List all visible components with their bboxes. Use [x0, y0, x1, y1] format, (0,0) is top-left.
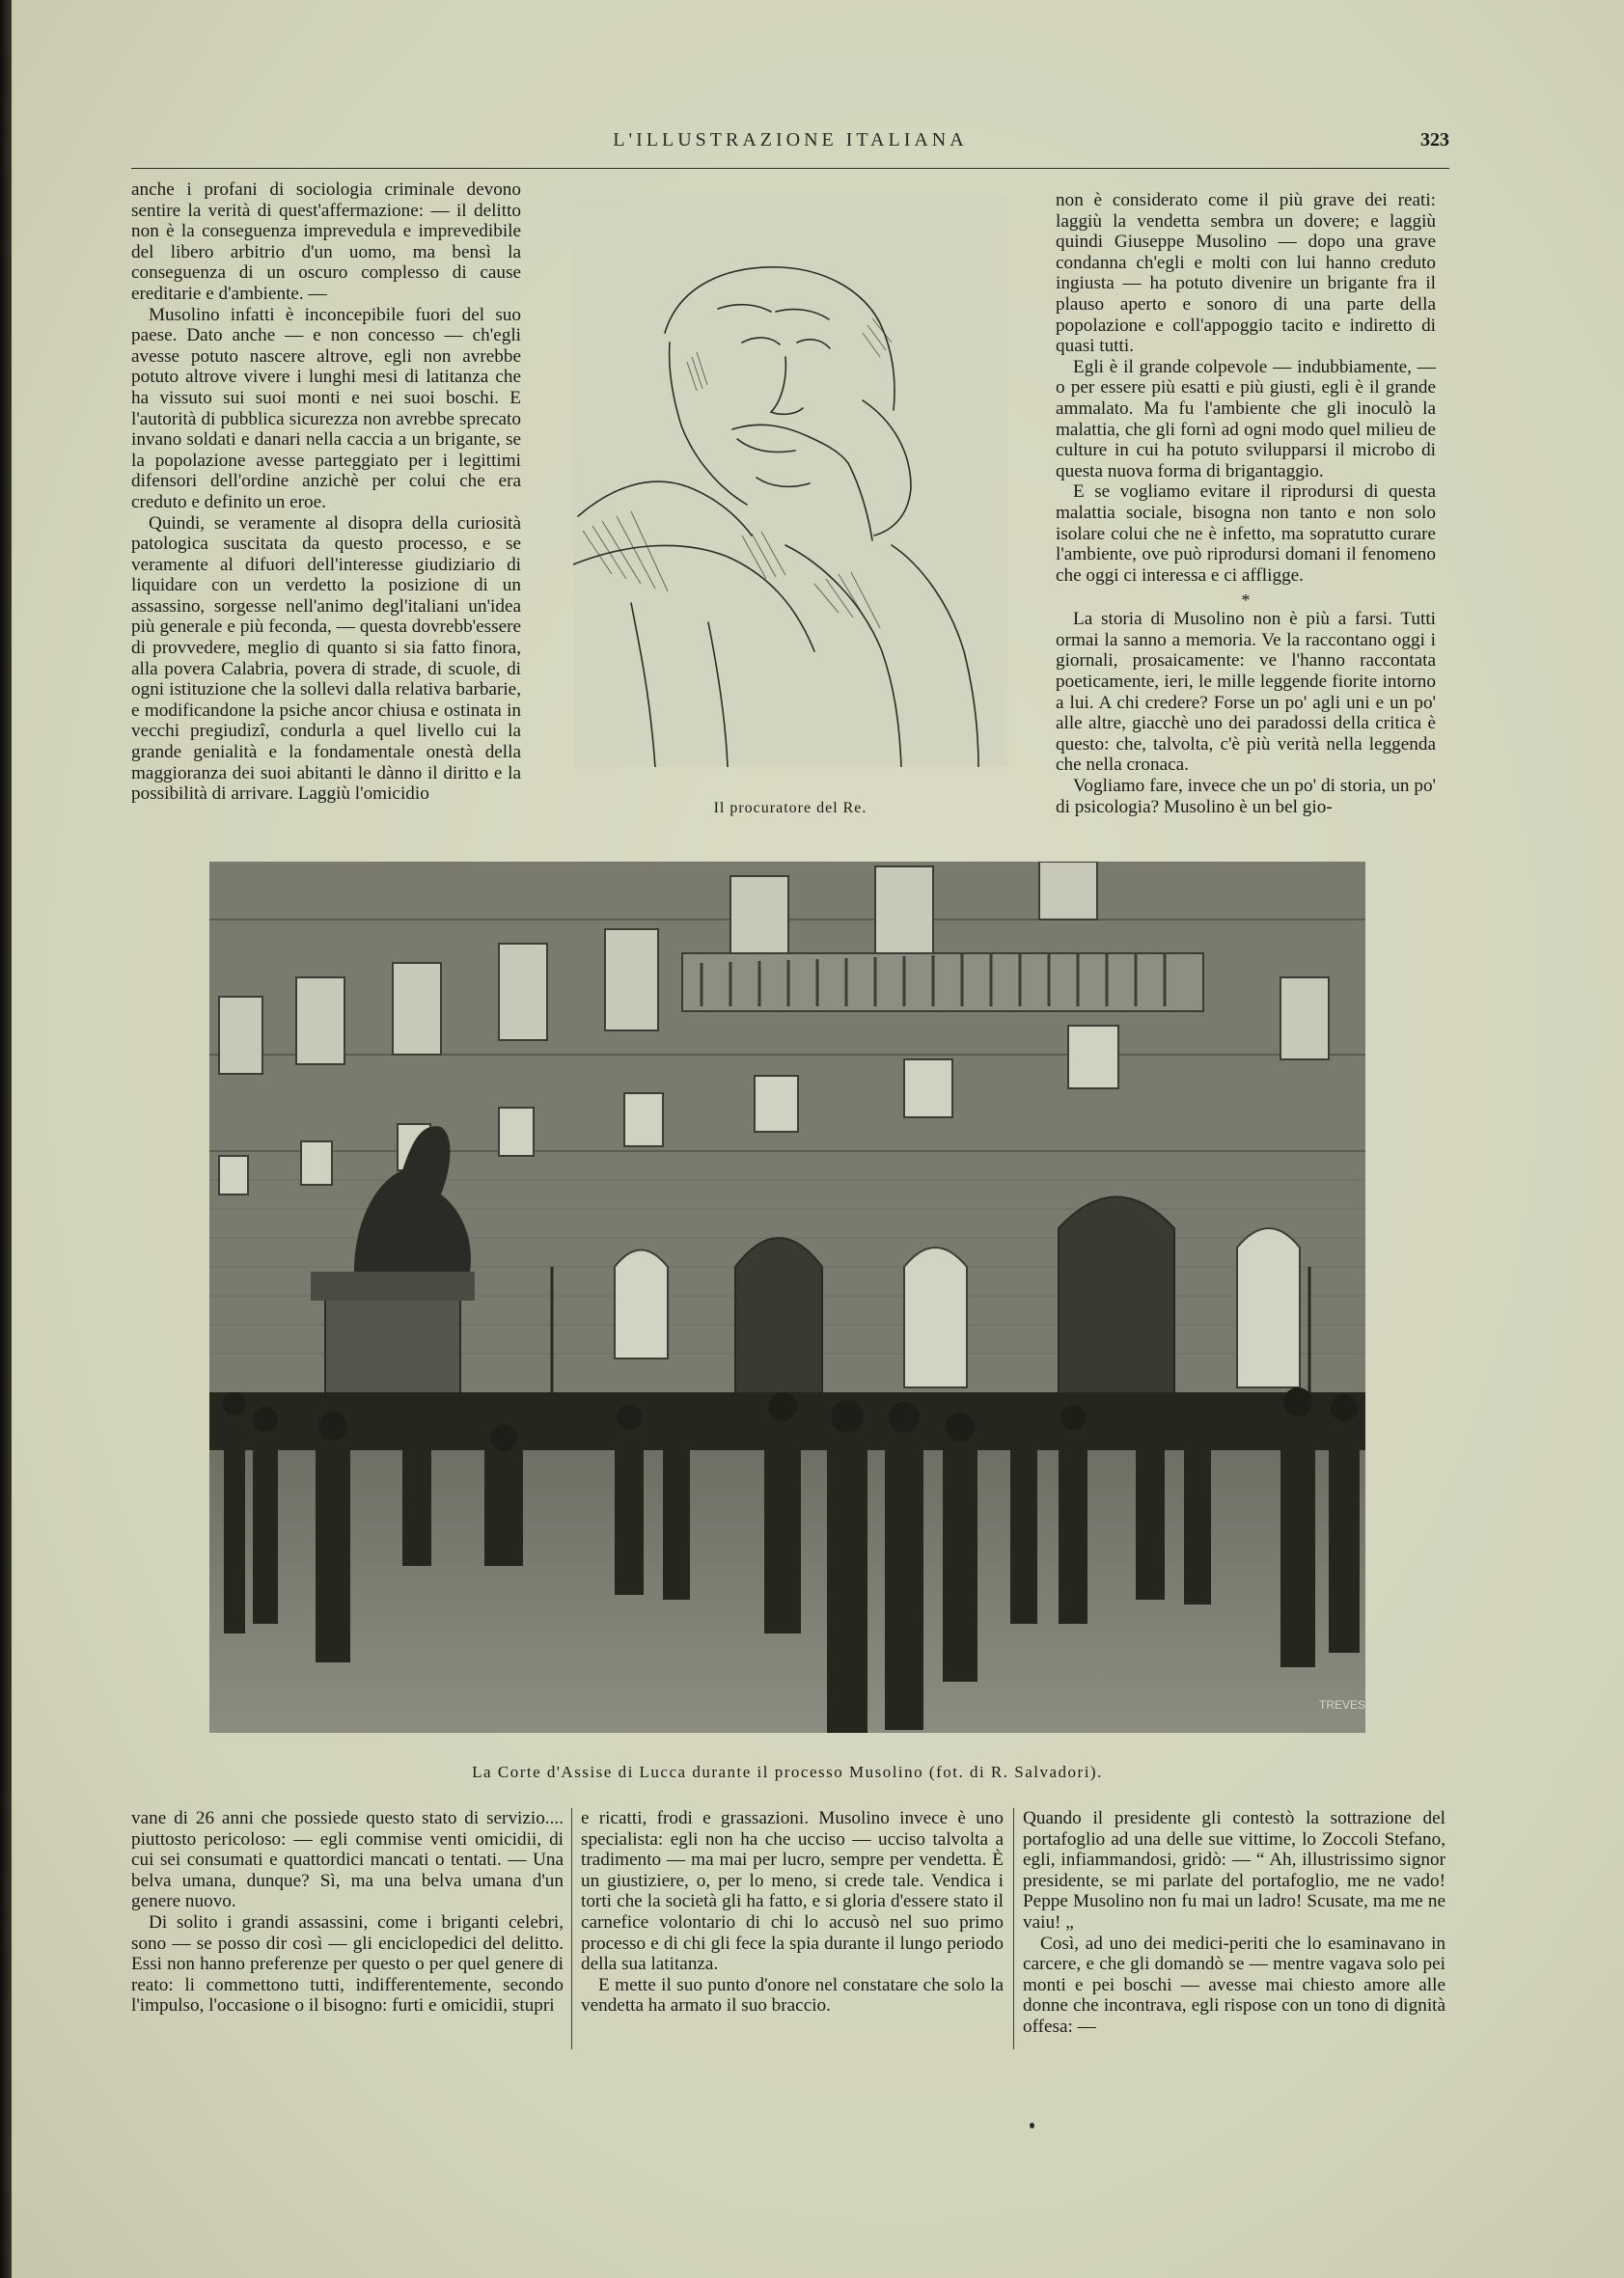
upper-right-column [1056, 190, 1436, 817]
paragraph: E mette il suo punto d'onore nel constatare che solo la vendetta ha armato il suo braccio. [581, 1974, 1004, 2017]
magazine-page [12, 0, 1624, 2278]
paragraph: Così, ad uno dei medici-periti che lo esaminavano in carcere, e che gli domandò se — mentre vagava solo pei monti e pei boschi — avesse mai chiesto amore alle donne che incontrava, egli rispose con un tono di dignità offesa: — [1023, 1933, 1445, 2037]
column-rule [1013, 1808, 1014, 2049]
paragraph: Musolino infatti è inconcepibile fuori del suo paese. Dato anche — e non concesso — ch'egli avesse potuto nascere altrove, egli non avrebbe potuto altrove vivere i lunghi mesi di latitanza che ha vissuto sui suoi monti e nei suoi boschi. E l'autorità di pubblica sicurezza non avrebbe sprecato invano soldati e danari nella caccia a un brigante, se la popolazione avesse parteggiato per i legittimi difensori dell'ordine anzichè per colui che era creduto e definito un eroe. [131, 304, 521, 512]
lower-column-3 [1023, 1808, 1445, 2038]
portrait-caption: Il procuratore del Re. [713, 800, 867, 816]
paragraph: Quando il presidente gli contestò la sottrazione del portafoglio ad una delle sue vittime, lo Zoccoli Stefano, egli, infiammandosi, gridò: — “ Ah, illustrissimo signor presidente, se mi parlate del portafoglio, me ne vado! Peppe Musolino non fu mai un ladro! Scusate, ma me ne vaiu! „ [1023, 1808, 1445, 1933]
running-title: L'ILLUSTRAZIONE ITALIANA [613, 129, 968, 151]
paragraph: Egli è il grande colpevole — indubbiamente, — o per essere più esatti e più giusti, egli è il grande ammalato. Ma fu l'ambiente che gli inoculò la malattia, che gli fornì ad ogni modo quel milieu de culture in cui ha potuto svilupparsi il microbo di questa nuova forma di brigantaggio. [1056, 356, 1436, 481]
paragraph: Vogliamo fare, invece che un po' di storia, un po' di psicologia? Musolino è un bel gio- [1056, 776, 1436, 817]
photo-signature: TREVES [1319, 1698, 1365, 1712]
paragraph: Quindi, se veramente al disopra della curiosità patologica suscitata da questo processo, e se veramente al difuori dell'interesse giudiziario di liquidare con un verdetto la posizione di un assassino, sorgesse nell'animo degl'italiani un'idea più generale e più feconda, — questa dovrebb'essere di provvedere, meglio di quanto si sia fatto finora, alla povera Calabria, povera di strade, di scuole, di ogni istituzione che la sollevi dalla relativa barbarie, e modificandone la psiche ancor chiusa e ostinata in vecchi pregiudizî, condurla a quel livello cui la grande genialità e la fondamentale onestà della maggioranza dei suoi abitanti le dànno il diritto e la possibilità di arrivare. Laggiù l'omicidio [131, 512, 521, 805]
section-separator: * [1241, 590, 1251, 611]
page-number: 323 [1420, 129, 1449, 151]
book-spine [0, 0, 12, 2278]
paragraph: non è considerato come il più grave dei reati: laggiù la vendetta sembra un dovere; e laggiù quindi Giuseppe Musolino — dopo una grave condanna ch'egli e molti con lui hanno creduto ingiusta — ha potuto divenire un brigante fra il plauso aperto e sonoro di una parte della popolazione e coll'appoggio tacito e indiretto di quasi tutti. [1056, 190, 1436, 357]
courthouse-photograph [209, 862, 1365, 1733]
upper-left-column [131, 179, 521, 805]
page-header [131, 129, 1449, 169]
paragraph: e ricatti, frodi e grassazioni. Musolino invece è uno specialista: egli non ha che ucciso — ucciso talvolta a tradimento — ma mai per lucro, sempre per vendetta. È un giustiziere, o, per lo meno, si crede tale. Vendica i torti che la società gli ha fatto, e si gloria d'essere stato il carnefice volontario di chi lo accusò nel suo primo processo e di chi gli fece la spia durante il lungo periodo della sua latitanza. [581, 1808, 1004, 1975]
courthouse-scene [209, 862, 1365, 1733]
lower-column-2 [581, 1808, 1004, 2017]
paragraph: E se vogliamo evitare il riprodursi di questa malattia sociale, bisogna non tanto e non solo isolare colui che ne è infetto, ma sopratutto curare l'ambiente, ove può riprodursi domani il fenomeno che oggi ci interessa e ci affligge. [1056, 481, 1436, 586]
paragraph: anche i profani di sociologia criminale devono sentire la verità di quest'affermazione: — il delitto non è la conseguenza imprevedula e imprevedibile del libero arbitrio d'un uomo, ma bensì la conseguenza di un oscuro complesso di cause ereditarie e d'ambiente. — [131, 179, 521, 304]
ink-spot [1030, 2123, 1034, 2128]
paragraph: Di solito i grandi assassini, come i briganti celebri, sono — se posso dir così — gli enciclopedici del delitto. Essi non hanno preferenze per questo o per quel genere di reato: li commettono tutti, indifferentemente, secondo l'impulso, l'occasione o il bisogno: furti e omicidii, stupri [131, 1911, 564, 2017]
portrait-sketch [573, 198, 1007, 767]
paragraph: vane di 26 anni che possiede questo stato di servizio.... piuttosto pericoloso: — egli commise venti omicidii, di cui sei consumati e quattordici mancati o tentati. — Una belva umana, dunque? Sì, ma una belva umana d'un genere nuovo. [131, 1808, 564, 1912]
paragraph: La storia di Musolino non è più a farsi. Tutti ormai la sanno a memoria. Ve la raccontano oggi i giornali, prosaicamente: ve l'hanno raccontata poeticamente, ieri, le mille leggende fiorite intorno a lui. A chi credere? Forse un po' agli uni e un po' alle altre, giacchè uno dei paradossi della critica è questo: che, talvolta, c'è più verità nella leggenda che nella cronaca. [1056, 609, 1436, 776]
portrait-illustration [573, 198, 1007, 767]
column-rule [571, 1808, 572, 2049]
lower-column-1 [131, 1808, 564, 2017]
photo-caption: La Corte d'Assise di Lucca durante il processo Musolino (fot. di R. Salvadori). [472, 1763, 1103, 1781]
